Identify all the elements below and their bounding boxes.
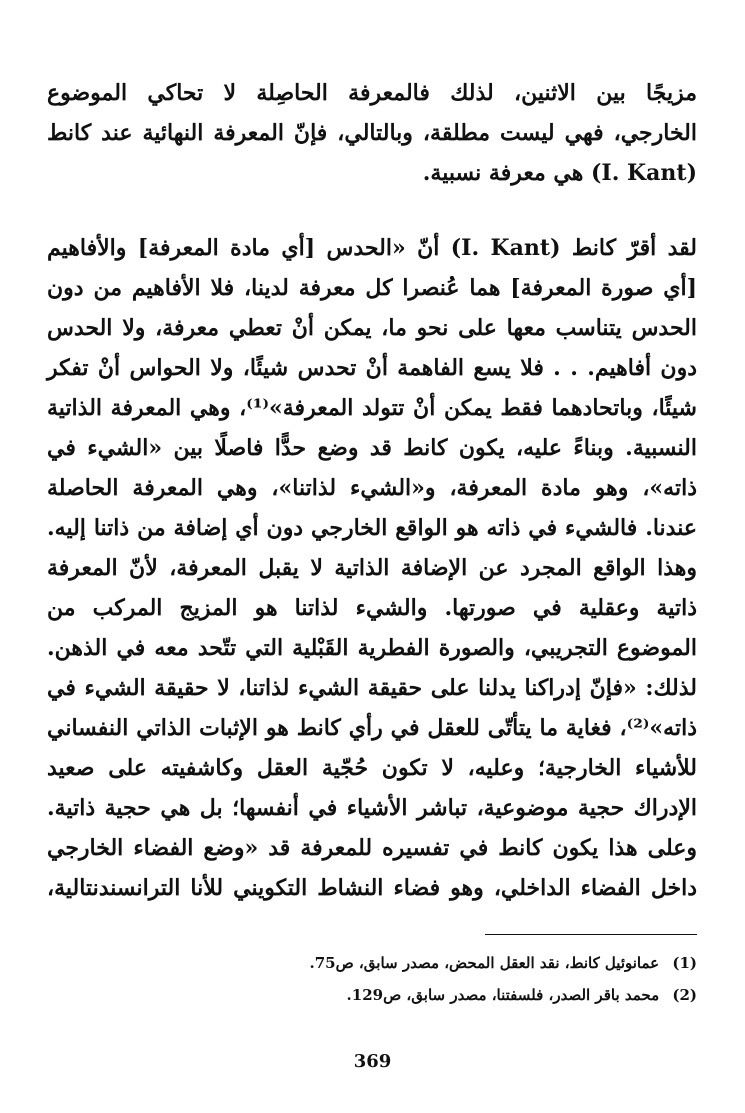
paragraph-2-line-3: الحدس يتناسب معها على نحو ما، يمكن أنْ تعطي معرفة، ولا الحدس	[47, 315, 697, 341]
paragraph-2-line-2: [أي صورة المعرفة] هما عُنصرا كل معرفة لدينا، فلا الأفاهيم من دون	[47, 275, 697, 301]
paragraph-2-line-17: داخل الفضاء الداخلي، وهو فضاء النشاط التكويني للأنا الترانسندنتالية،	[47, 875, 697, 901]
footnote-2-number: (2)	[672, 986, 697, 1004]
paragraph-2-line-14: للأشياء الخارجية؛ وعليه، لا تكون حُجّية العقل وكاشفيته على صعيد	[47, 755, 697, 781]
paragraph-2-line-16: وعلى هذا يكون كانط في تفسيره للمعرفة قد «وضع الفضاء الخارجي	[47, 835, 697, 861]
footnote-1	[47, 952, 697, 974]
paragraph-1-line-1: مزيجًا بين الاثنين، لذلك فالمعرفة الحاصِلة لا تحاكي الموضوع	[47, 80, 697, 106]
footnote-1-number: (1)	[672, 954, 697, 972]
footnote-divider	[485, 934, 697, 935]
paragraph-2-line-13: ذاته»⁽²⁾، فغاية ما يتأتّى للعقل في رأي كانط هو الإثبات الذاتي النفساني	[47, 715, 697, 741]
paragraph-2-line-6: النسبية. وبناءً عليه، يكون كانط قد وضع حدًّا فاصلًا بين «الشيء في	[47, 435, 697, 461]
paragraph-1-line-2: الخارجي، فهي ليست مطلقة، وبالتالي، فإنّ المعرفة النهائية عند كانط	[47, 120, 697, 146]
paragraph-2-line-11: الموضوع التجريبي، والصورة الفطرية القَبْلية التي تتّحد معه في الذهن.	[47, 635, 697, 661]
paragraph-2-line-10: ذاتية وعقلية في صورتها. والشيء لذاتنا هو المزيج المركب من	[47, 595, 697, 621]
paragraph-2-line-12: لذلك: «فإنّ إدراكنا يدلنا على حقيقة الشيء لذاتنا، لا حقيقة الشيء في	[47, 675, 697, 701]
paragraph-2-line-1: لقد أقرّ كانط (I. Kant) أنّ «الحدس [أي مادة المعرفة] والأفاهيم	[47, 235, 697, 261]
page-number: 369	[353, 1051, 392, 1072]
footnote-2	[47, 984, 697, 1006]
footnote-2-text: محمد باقر الصدر، فلسفتنا، مصدر سابق، ص129.	[346, 986, 660, 1004]
paragraph-2-line-7: ذاته»، وهو مادة المعرفة، و«الشيء لذاتنا»، وهي المعرفة الحاصلة	[47, 475, 697, 501]
paragraph-2-line-8: عندنا. فالشيء في ذاته هو الواقع الخارجي دون أي إضافة من ذاتنا إليه.	[47, 515, 697, 541]
paragraph-1-line-3: (I. Kant) هي معرفة نسبية.	[422, 160, 697, 186]
paragraph-2-line-15: الإدراك حجية موضوعية، تباشر الأشياء في أنفسها؛ بل هي حجية ذاتية.	[47, 795, 697, 821]
paragraph-2-line-4: دون أفاهيم. . . فلا يسع الفاهمة أنْ تحدس شيئًا، ولا الحواس أنْ تفكر	[47, 355, 697, 381]
paragraph-2-line-5: شيئًا، وباتحادهما فقط يمكن أنْ تتولد المعرفة»⁽¹⁾، وهي المعرفة الذاتية	[47, 395, 697, 421]
paragraph-2-line-9: وهذا الواقع المجرد عن الإضافة الذاتية لا يقبل المعرفة، لأنّ المعرفة	[47, 555, 697, 581]
footnote-1-text: عمانوئيل كانط، نقد العقل المحض، مصدر سابق، ص75.	[309, 954, 660, 972]
